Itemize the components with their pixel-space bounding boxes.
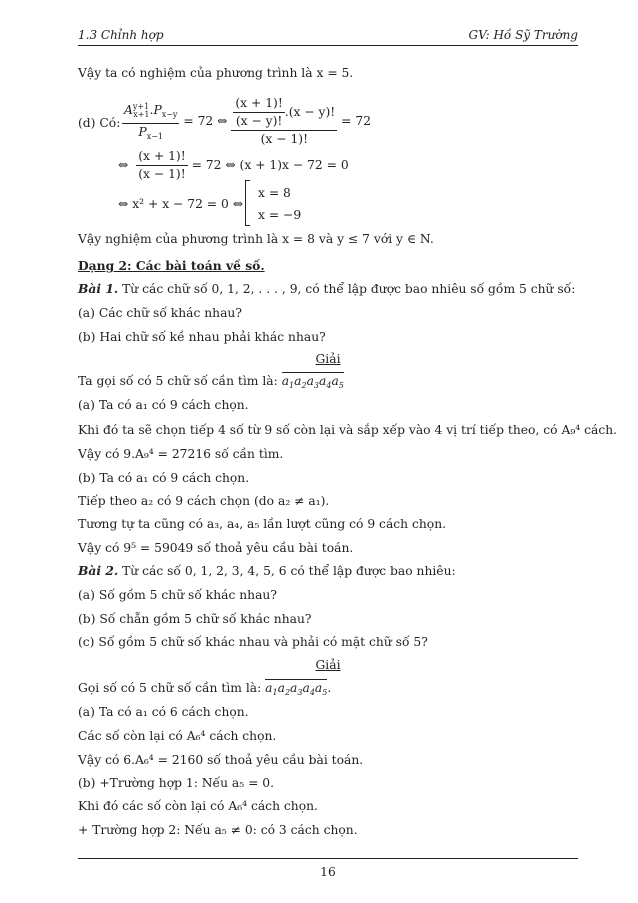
bai1-line-1: Ta gọi số có 5 chữ số cần tìm là: $a_1a_2a_3a_4a_5$	[78, 374, 344, 390]
bai2-line-2: (a) Ta có a₁ có 6 cách chọn.	[78, 705, 249, 719]
footer-rule	[78, 858, 578, 859]
bai2-solution-title: Giải	[315, 658, 341, 672]
fraction-lhs: $\frac{A^{y+1}_{x+1}.P_{x-y}}{P_{x-1}}$	[122, 98, 179, 145]
bai2-line-7: + Trường hợp 2: Nếu a₅ ≠ 0: có 3 cách chọn.	[78, 823, 358, 837]
bai2-question: Bài 2. Từ các số 0, 1, 2, 3, 4, 5, 6 có thể lập được bao nhiêu:	[78, 563, 456, 578]
header-author: GV: Hồ Sỹ Trường	[468, 28, 578, 42]
bai1-line-8: Vậy có 9⁵ = 59049 số thoả yêu cầu bài toán.	[78, 541, 354, 555]
part-d-eq1: $\frac{A^{y+1}_{x+1}.P_{x-y}}{P_{x-1}}$ = 72 ⇔ $\frac{(x + 1)!}{(x - y)!}$ .(x − y)! (x − 1)! = 72	[124, 96, 372, 146]
intro-line: Vậy ta có nghiệm của phương trình là x = 5.	[78, 66, 354, 80]
bai1-line-7: Tương tự ta cũng có a₃, a₄, a₅ lần lượt cũng có 9 cách chọn.	[78, 517, 447, 531]
bai1-line-5: (b) Ta có a₁ có 9 cách chọn.	[78, 471, 250, 485]
bai1-line-4: Vậy có 9.A₉⁴ = 27216 số cần tìm.	[78, 447, 284, 461]
case-2: x = −9	[258, 208, 302, 222]
part-d-label: (d) Có:	[78, 116, 121, 130]
header-chapter: 1.3 Chỉnh hợp	[78, 28, 164, 42]
fraction-rhs: $\frac{(x + 1)!}{(x - y)!}$ .(x − y)! (x − 1)!	[231, 95, 337, 148]
bai2-part-b: (b) Số chẵn gồm 5 chữ số khác nhau?	[78, 612, 312, 626]
part-d-eq3: ⇔ x² + x − 72 = 0 ⇔	[118, 197, 244, 211]
bai2-part-a: (a) Số gồm 5 chữ số khác nhau?	[78, 588, 277, 602]
bai1-line-6: Tiếp theo a₂ có 9 cách chọn (do a₂ ≠ a₁).	[78, 494, 330, 508]
bai1-part-a: (a) Các chữ số khác nhau?	[78, 306, 242, 320]
case-1: x = 8	[258, 186, 291, 200]
bai2-line-4: Vậy có 6.A₆⁴ = 2160 số thoả yêu cầu bài toán.	[78, 753, 364, 767]
bai1-part-b: (b) Hai chữ số kề nhau phải khác nhau?	[78, 330, 326, 344]
bai2-part-c: (c) Số gồm 5 chữ số khác nhau và phải có mặt chữ số 5?	[78, 635, 428, 649]
bai1-line-3: Khi đó ta sẽ chọn tiếp 4 số từ 9 số còn lại và sắp xếp vào 4 vị trí tiếp theo, có A₉⁴ cách.	[78, 423, 618, 437]
section-heading: Dạng 2: Các bài toán về số.	[78, 258, 265, 273]
bai2-line-1: Gọi số có 5 chữ số cần tìm là: $a_1a_2a_3a_4a_5$.	[78, 681, 332, 697]
bai2-line-3: Các số còn lại có A₆⁴ cách chọn.	[78, 729, 277, 743]
page-number: 16	[320, 865, 336, 879]
conclusion-line: Vậy nghiệm của phương trình là x = 8 và y ≤ 7 với y ∈ N.	[78, 232, 434, 246]
part-d-eq2: ⇔ $\frac{(x + 1)!}{(x - 1)!}$ = 72 ⇔ (x + 1)x − 72 = 0	[118, 149, 349, 181]
bai1-line-2: (a) Ta có a₁ có 9 cách chọn.	[78, 398, 249, 412]
page-header	[78, 28, 578, 46]
bai1-solution-title: Giải	[315, 352, 341, 366]
bai2-line-6: Khi đó các số còn lại có A₆⁴ cách chọn.	[78, 799, 318, 813]
case-brace	[245, 180, 250, 226]
bai1-question: Bài 1. Từ các chữ số 0, 1, 2, . . . , 9, có thể lập được bao nhiêu số gồm 5 chữ số:	[78, 281, 576, 296]
bai2-line-5: (b) +Trường hợp 1: Nếu a₅ = 0.	[78, 776, 275, 790]
